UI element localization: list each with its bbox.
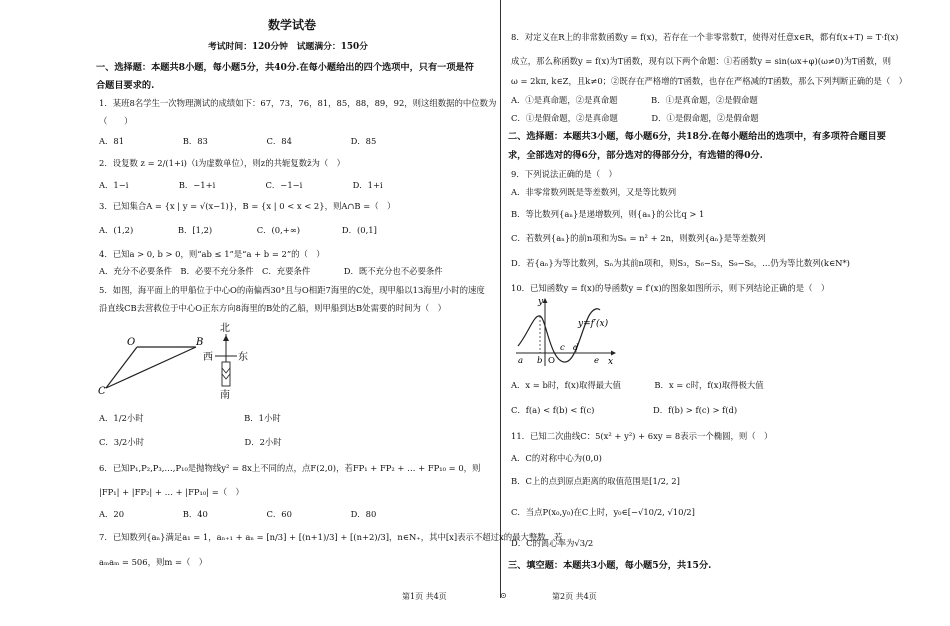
- exam-title: 数学试卷: [268, 18, 317, 32]
- question-8-options-cd: C．①是假命题，②是真命题 D．①是假命题，②是假命题: [511, 113, 759, 123]
- question-7-line-2: aₘaₘ = 506，则m =（ ）: [99, 557, 208, 567]
- question-9: 9．下列说法正确的是（ ）: [511, 169, 617, 179]
- question-9-option-d: D．若{aₙ}为等比数列，Sₙ为其前n项和，则S₃，S₆−S₃，S₉−S₆，…仍为等比数列(k∈N*): [511, 258, 850, 268]
- question-10: 10．已知函数y = f(x)的导函数y = f′(x)的图象如图所示，则下列结论正确的是（ ）: [511, 283, 830, 293]
- question-11-option-a: A．C的对称中心为(0,0): [511, 453, 602, 463]
- x-axis-label: x: [608, 357, 614, 367]
- question-11-option-b: B．C上的点到原点距离的取值范围是[1/2, 2]: [511, 476, 680, 486]
- question-11: 11．已知二次曲线C：5(x² + y²) + 6xy = 8表示一个椭圆，则（ ）: [511, 431, 773, 441]
- compass-north-label: 北: [220, 323, 230, 334]
- question-9-option-a: A．非零常数列既是等差数列，又是等比数列: [511, 187, 677, 197]
- question-9-option-c: C．若数列{aₙ}的前n项和为Sₙ = n² + 2n，则数列{aₙ}是等差数列: [511, 233, 766, 243]
- question-2-options: A．1−i B．−1+i C．−1−i D．1+i: [99, 180, 383, 190]
- footer-center-mark: ⊙: [500, 591, 507, 600]
- section-1-heading-line-2: 合题目要求的.: [96, 80, 155, 91]
- column-divider: [500, 0, 501, 598]
- question-8-line-2: 成立，那么称函数y = f(x)为T函数，现有以下两个命题：①若函数y = sin(ωx+φ)(ω≠0)为T函数，则: [511, 56, 891, 66]
- compass-south-label: 南: [220, 390, 230, 401]
- question-6-line-2: |FP₁| + |FP₂| + … + |FP₁₀| =（ ）: [99, 487, 244, 497]
- y-axis-label: y: [538, 297, 544, 307]
- footer-page-right: 第2页 共4页: [552, 592, 597, 601]
- compass-rose: [203, 322, 248, 401]
- question-8-line-1: 8．对定义在R上的非常数函数y = f(x)，若存在一个非零常数T，使得对任意x∈R，都有f(x+T) = T·f(x): [511, 32, 899, 42]
- point-c-label: C: [98, 386, 106, 397]
- compass-west-label: 西: [203, 352, 213, 363]
- point-b-label: b: [537, 356, 543, 366]
- question-5-options-ab: A．1/2小时 B．1小时: [99, 413, 281, 423]
- derivative-curve: [518, 309, 600, 362]
- segment-cb: [106, 347, 196, 388]
- origin-label: O: [548, 356, 555, 366]
- question-1-options: A．81 B．83 C．84 D．85: [99, 136, 377, 146]
- exam-subtitle: 考试时间：120分钟 试题满分：150分: [208, 42, 368, 52]
- question-10-options-cd: C．f(a) < f(b) < f(c) D．f(b) > f(c) > f(d): [511, 405, 738, 415]
- figure-10: [508, 294, 628, 370]
- question-1-bracket: （ ）: [99, 116, 133, 126]
- compass-tail: [222, 362, 230, 386]
- footer-page-left: 第1页 共4页: [402, 592, 447, 601]
- question-5-line-1: 5．如图，海平面上的甲船位于中心O的南偏西30°且与O相距7海里的C处，现甲船以13海里/小时的速度: [99, 285, 485, 295]
- question-1: 1．某班8名学生一次物理测试的成绩如下：67，73，76，81，85，88，89，92，则这组数据的中位数为: [99, 98, 497, 108]
- question-8-line-3: ω = 2kπ, k∈Z，且k≠0；②既存在严格增的T函数，也存在严格减的T函数，那么下列判断正确的是（ ）: [511, 76, 907, 86]
- section-3-heading: 三、填空题：本题共3小题，每小题5分，共15分.: [508, 560, 712, 571]
- question-2: 2．设复数 z = 2/(1+i)（i为虚数单位），则z的共轭复数z̄为（ ）: [99, 158, 346, 168]
- question-9-option-b: B．等比数列{aₙ}是递增数列，则{aₙ}的公比q > 1: [511, 209, 705, 219]
- section-2-heading-line-2: 求，全部选对的得6分，部分选对的得部分分，有选错的得0分.: [508, 150, 763, 161]
- question-4: 4．已知a > 0, b > 0，则“ab ≤ 1”是“a + b = 2”的（ ）: [99, 249, 325, 259]
- segment-oc: [106, 347, 137, 388]
- compass-east-label: 东: [238, 352, 248, 363]
- point-c-label: c: [560, 343, 565, 353]
- point-e-label: e: [594, 356, 600, 366]
- section-1-heading-line-1: 一、选择题：本题共8小题，每小题5分，共40分.在每小题给出的四个选项中，只有一项是符: [96, 62, 474, 73]
- question-5-line-2: 沿直线CB去营救位于中心O正东方向8海里的B处的乙船，则甲船到达B处需要的时间为（ ）: [99, 303, 446, 313]
- question-3: 3．已知集合A = {x | y = √(x−1)}，B = {x | 0 < x < 2}，则A∩B =（ ）: [99, 201, 396, 211]
- question-6-line-1: 6．已知P₁,P₂,P₃,…,P₁₀是抛物线y² = 8x上不同的点，点F(2,0)，若FP₁ + FP₂ + … + FP₁₀ = 0，则: [99, 463, 481, 473]
- compass-north-arrow: [223, 335, 229, 341]
- question-4-options: A．充分不必要条件 B．必要不充分条件 C．充要条件 D．既不充分也不必要条件: [99, 266, 443, 276]
- section-2-heading-line-1: 二、选择题：本题共3小题，每小题6分，共18分.在每小题给出的选项中，有多项符合题目要: [508, 131, 886, 142]
- point-a-label: a: [518, 356, 524, 366]
- point-d-label: d: [573, 343, 579, 353]
- question-5-options-cd: C．3/2小时 D．2小时: [99, 437, 282, 447]
- question-11-option-d: D．C的离心率为√3/2: [511, 538, 594, 548]
- question-3-options: A．(1,2) B．[1,2) C．(0,+∞) D．(0,1]: [99, 225, 377, 235]
- question-10-options-ab: A．x = b时，f(x)取得最大值 B．x = c时，f(x)取得极大值: [511, 380, 764, 390]
- point-o-label: O: [127, 337, 136, 348]
- figure-5: [96, 318, 356, 408]
- question-8-options-ab: A．①是真命题，②是真命题 B．①是真命题，②是假命题: [511, 95, 758, 105]
- function-label: y=f′(x): [578, 319, 609, 329]
- point-b-label: B: [196, 337, 204, 348]
- question-11-option-c: C．当点P(x₀,y₀)在C上时，y₀∈[−√10/2, √10/2]: [511, 507, 695, 517]
- question-7-line-1: 7．已知数列{aₙ}满足a₁ = 1，aₙ₊₁ + aₙ = [n/3] + [(n+1)/3] + [(n+2)/3]，n∈N₊，其中[x]表示不超过x的最大整数．若: [99, 532, 563, 542]
- question-6-options: A．20 B．40 C．60 D．80: [99, 509, 377, 519]
